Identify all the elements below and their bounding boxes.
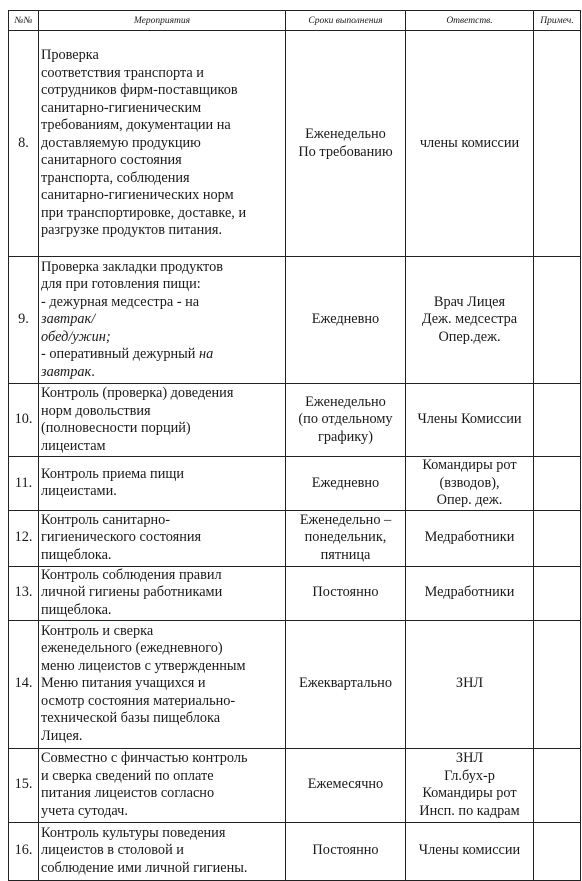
header-activity: Мероприятия [39,11,286,31]
terms-line: графику) [318,428,373,445]
row-terms [286,822,406,880]
row-terms [286,620,406,748]
row-terms [286,457,406,511]
row-responsible [406,510,534,566]
table-row [9,748,581,822]
responsible-line: Медработники [424,584,515,601]
row-terms [286,31,406,257]
row-number: 14. [9,620,39,748]
terms-line: Ежемесячно [307,776,384,793]
activity-line: питания лицеистов согласно [41,785,215,801]
activity-fragment: - оперативный дежурный [41,346,196,363]
responsible-line: Опер.деж. [438,328,501,345]
responsible-line: Командиры рот [422,457,517,473]
row-number: 9. [9,257,39,384]
row-responsible [406,457,534,511]
responsible-line: ЗНЛ [455,750,484,766]
table-row [9,620,581,748]
activity-line: еженедельного (ежедневного) [41,640,223,657]
activities-table [8,10,581,881]
table-row [9,31,581,257]
row-number: 15. [9,748,39,822]
activity-line: Меню питания учащихся и [41,675,206,692]
row-note [534,566,581,620]
header-note: Примеч. [534,11,581,31]
activity-line: завтрак/ [41,311,96,328]
activity-line: пищеблока. [41,601,112,618]
row-number: 13. [9,566,39,620]
row-number: 8. [9,31,39,257]
row-activity [39,257,286,384]
responsible-line: ЗНЛ [455,675,484,692]
activity-line: требованиям, документации на [41,117,231,134]
activity-line: санитарно-гигиенических норм [41,187,234,204]
activity-line: пищеблока. [41,546,112,563]
terms-line: Еженедельно [305,393,386,410]
terms-line: Еженедельно – [299,511,392,528]
activity-fragment: на [199,346,214,363]
activity-line: лицеистов в столовой и [41,842,184,859]
activity-line: Контроль соблюдения правил [41,566,222,583]
responsible-line: Члены Комиссии [417,411,522,428]
activity-line: учета сутодач. [41,802,128,819]
table-row [9,822,581,880]
row-activity [39,31,286,257]
activity-line: обед/ужин; [41,328,111,345]
row-activity [39,748,286,822]
terms-line: Постоянно [312,842,379,859]
row-terms [286,566,406,620]
row-activity [39,822,286,880]
activity-line: технической базы пищеблока [41,710,221,727]
terms-line: пятница [320,546,371,563]
table-header-row [9,11,581,31]
activity-line: меню лицеистов с утвержденным [41,657,246,674]
activity-line: Лицея. [41,727,83,744]
responsible-line: Командиры рот [422,785,517,801]
row-note [534,748,581,822]
terms-line: По требованию [298,143,393,160]
activity-line: осмотр состояния материально- [41,692,236,709]
row-terms [286,384,406,457]
row-number: 16. [9,822,39,880]
row-responsible [406,620,534,748]
activity-line: Проверка закладки продуктов [41,258,223,275]
activity-line: (полновесности порций) [41,420,191,436]
activity-line: соответствия транспорта и [41,64,204,81]
table-row [9,257,581,384]
row-note [534,384,581,457]
activity-line: - дежурная медсестра - на [41,293,200,310]
responsible-line: Инсп. по кадрам [419,802,520,819]
row-responsible [406,748,534,822]
activity-line: личной гигиены работниками [41,584,223,601]
row-number: 10. [9,384,39,457]
activity-line: соблюдение ими личной гигиены. [41,859,248,876]
terms-line: Ежедневно [311,311,380,328]
activity-line: лицеистами. [41,483,117,500]
activity-line: и сверка сведений по оплате [41,767,214,784]
activity-line: гигиенического состояния [41,529,202,546]
activity-line: Контроль приема пищи [41,465,185,482]
terms-line: понедельник, [304,529,387,546]
row-responsible [406,31,534,257]
activity-line: Проверка [41,47,99,64]
activity-line: Контроль и сверка [41,622,154,639]
activity-line: Контроль (проверка) доведения [41,385,234,401]
activity-line: сотрудников фирм-поставщиков [41,82,238,99]
activity-line: норм довольствия [41,402,151,419]
responsible-line: Члены комиссии [418,842,521,859]
row-activity [39,457,286,511]
activity-line: санитарного состояния [41,152,182,169]
responsible-line: Деж. медсестра [421,311,518,328]
row-responsible [406,566,534,620]
table-row [9,566,581,620]
table-row [9,384,581,457]
activity-line: лицеистам [41,437,106,454]
row-responsible [406,384,534,457]
row-number: 11. [9,457,39,511]
header-num: №№ [9,11,39,31]
activity-line: Совместно с финчастью контроль [41,750,248,766]
activity-fragment: . [91,363,95,380]
row-activity [39,566,286,620]
terms-line: Еженедельно [305,126,386,142]
terms-line: Ежедневно [311,474,380,491]
row-terms [286,748,406,822]
activity-line: при транспортировке, доставке, и [41,204,247,221]
row-responsible [406,822,534,880]
row-terms [286,257,406,384]
row-note [534,257,581,384]
header-responsible: Ответств. [406,11,534,31]
table-row [9,510,581,566]
responsible-line: члены комиссии [419,134,520,151]
row-activity [39,384,286,457]
row-note [534,620,581,748]
terms-line: Постоянно [312,584,379,601]
activity-line: санитарно-гигиеническим [41,99,202,116]
activity-line: транспорта, соблюдения [41,169,190,186]
row-note [534,457,581,511]
activity-line: разгрузке продуктов питания. [41,222,223,239]
row-note [534,822,581,880]
activity-line [41,364,283,382]
terms-line: Ежеквартально [299,675,392,692]
responsible-line: (взводов), [439,474,500,491]
row-responsible [406,257,534,384]
row-terms [286,510,406,566]
row-activity [39,620,286,748]
responsible-line: Врач Лицея [433,293,506,310]
responsible-line: Опер. деж. [436,492,503,508]
table-row [9,457,581,511]
row-note [534,31,581,257]
responsible-line: Гл.бух-р [444,767,495,784]
activity-line: доставляемую продукцию [41,134,201,151]
header-terms: Сроки выполнения [286,11,406,31]
activity-line: Контроль санитарно- [41,511,171,528]
activity-line [41,346,283,364]
terms-line: (по отдельному [298,411,393,428]
activity-line: Контроль культуры поведения [41,824,226,841]
row-note [534,510,581,566]
responsible-line: Медработники [424,529,515,546]
activity-fragment: завтрак [41,363,92,380]
row-activity [39,510,286,566]
activity-line: для при готовления пищи: [41,276,201,293]
row-number: 12. [9,510,39,566]
